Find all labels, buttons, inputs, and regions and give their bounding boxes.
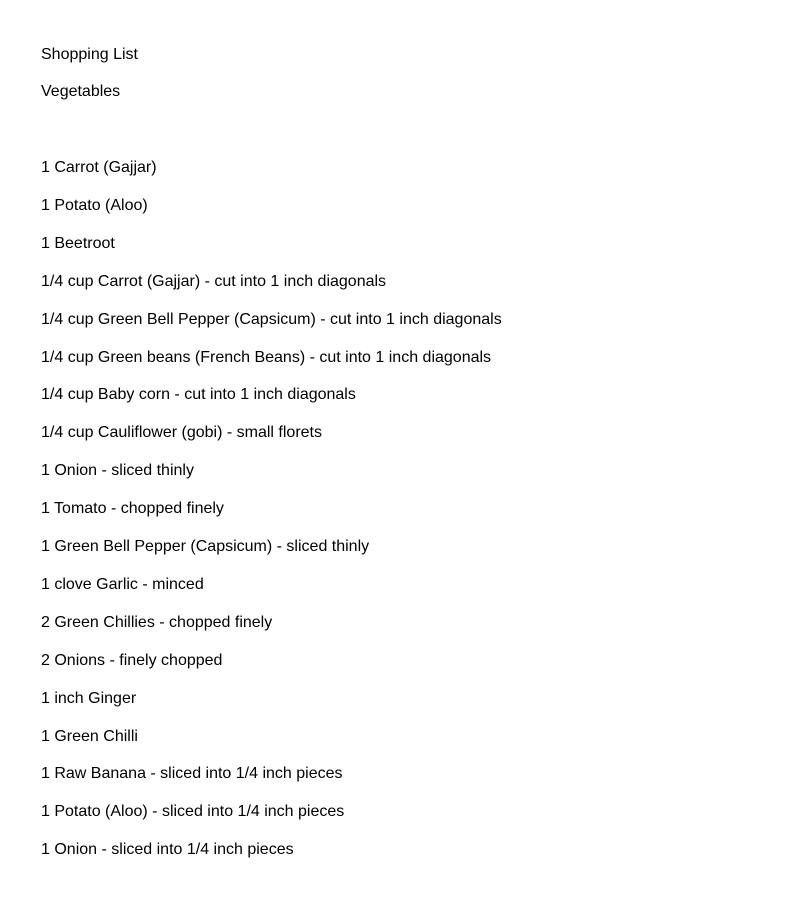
list-item: 1 Beetroot [41, 235, 115, 252]
list-item: 1/4 cup Carrot (Gajjar) - cut into 1 inch diagonals [41, 273, 387, 290]
list-item: 1 inch Ginger [41, 690, 137, 707]
list-item: 1 Green Chilli [41, 728, 138, 745]
list-item: 2 Onions - finely chopped [41, 652, 223, 669]
list-item: 2 Green Chillies - chopped finely [41, 614, 273, 631]
list-item: 1 Potato (Aloo) [41, 197, 148, 214]
list-item: 1 Green Bell Pepper (Capsicum) - sliced thinly [41, 538, 370, 555]
section-heading: Vegetables [41, 83, 121, 100]
list-item: 1 Onion - sliced into 1/4 inch pieces [41, 841, 294, 858]
list-item: 1/4 cup Green beans (French Beans) - cut into 1 inch diagonals [41, 349, 492, 366]
list-item: 1 Potato (Aloo) - sliced into 1/4 inch pieces [41, 803, 345, 820]
list-item: 1/4 cup Green Bell Pepper (Capsicum) - cut into 1 inch diagonals [41, 311, 502, 328]
list-item: 1 Onion - sliced thinly [41, 462, 194, 479]
list-item: 1 Carrot (Gajjar) [41, 159, 157, 176]
list-item: 1 Tomato - chopped finely [41, 500, 224, 517]
list-item: 1 clove Garlic - minced [41, 576, 204, 593]
list-item: 1/4 cup Baby corn - cut into 1 inch diagonals [41, 386, 356, 403]
list-item: 1/4 cup Cauliflower (gobi) - small florets [41, 424, 322, 441]
list-item: 1 Raw Banana - sliced into 1/4 inch pieces [41, 765, 343, 782]
page-title: Shopping List [41, 46, 138, 63]
